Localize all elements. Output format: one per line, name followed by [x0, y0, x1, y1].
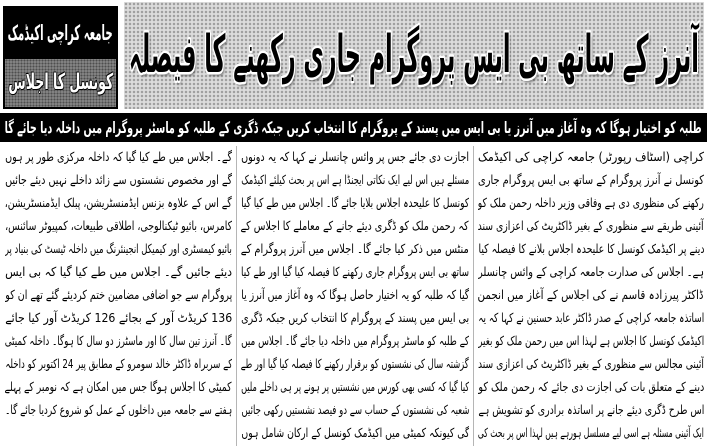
deck-text: طلبہ کو اختیار ہوگا کہ وہ آغاز میں آنرز یا بی ایس میں پسند کے پروگرام کا انتخاب کریں جبکہ ڈگری کے طلبہ کو ماسٹر پروگرام میں داخلہ دیا جائے گا [4, 117, 703, 137]
kicker-top-panel [5, 8, 116, 58]
article-column-3 [5, 145, 232, 448]
article-line: ڈاکٹر پیرزادہ قاسم نے کی اجلاس کے آغاز میں انجمن [478, 287, 704, 302]
kicker-bottom-label: کونسل کا اجلاس [8, 70, 114, 95]
deck-banner [0, 113, 707, 142]
article-line: کے طلبہ کو ماسٹر پروگرام میں داخلہ دیا جائے گا۔ اجلاس میں [241, 333, 469, 348]
headline-panel [124, 2, 704, 109]
article-column-2 [241, 145, 469, 448]
article-line: منٹس میں ذکر کیا جائے گا۔ اجلاس میں آنرز پروگرام کے [241, 241, 469, 256]
article-line: کونسل نے آنرز پروگرام کے ساتھ بی ایس پروگرام جاری [478, 172, 704, 187]
article-line: اکیڈمک کونسل کا اجلاس ہے لہذا اس میں رحمن ملک کو بغیر [478, 333, 704, 348]
article-line: ساتھ بی ایس پروگرام جاری رکھنے کا فیصلہ کیا گیا اور طے کیا [241, 264, 469, 279]
column-rule [236, 146, 237, 446]
article-line: گا۔ آنرز تین سال کا اور ماسٹرز دو سال کا ہوگا۔ داخلہ کمیٹی [5, 333, 232, 348]
article-line: اجازت دی جائے جس پر وائس چانسلر نے کہا کہ یہ دونوں [241, 149, 469, 164]
article-line: شعبہ کی نشستوں کے حساب سے دو فیصد نشستیں رکھی جائیں [241, 402, 469, 417]
article-line: پروگرام سے جو اضافی مضامین ختم کردیئے گئے تھے ان کو [5, 287, 232, 302]
article-line: دینے پر اکیڈمک کونسل کا علیحدہ اجلاس بلانے کا فیصلہ کیا [478, 241, 704, 256]
article-line: کونسل کا علیحدہ اجلاس بلایا جائے گا۔ اجلاس میں طے کیا گیا [241, 195, 469, 210]
article-column-1 [478, 145, 704, 448]
article-line: بائیو کیمسٹری اور کیمیکل انجینئرنگ میں داخلہ ٹیسٹ کی بنیاد پر [5, 241, 232, 256]
article-line: گزشتہ سال کی نشستوں کو برقرار رکھنے کا فیصلہ کیا گیا اور طے [241, 356, 469, 371]
article-line: کے سربراہ ڈاکٹر خالد سومرو کے مطابق پیر 24 اکتوبر کو داخلہ [5, 356, 232, 371]
article-line: گی کیونکہ کمیٹی میں اکیڈمک کونسل کے ارکان شامل ہوں [241, 425, 469, 440]
article-line: گیا کہ طلبہ کو یہ اختیار حاصل ہوگا کہ وہ آغاز میں آنرز یا [241, 287, 469, 302]
article-line: اساتذہ جامعہ کراچی کے صدر ڈاکٹر عابد حسنین نے کہا کہ یہ [478, 310, 704, 325]
article-line: کیا گیا کہ کسی بھی کورس میں نشستیں پر ہونے پر ہی داخلے ملیں [241, 379, 469, 394]
article-line: دینے کے متعلق بات کی اجازت دی جائے کہ رحمن ملک کو [478, 379, 704, 394]
article-line: مسئلے ہیں اس لیے ایک نکاتی ایجنڈا ہے اس پر بحث کیلئے اکیڈمک [241, 172, 469, 187]
article-line: کامرس، بائیو ٹیکنالوجی، اطلاقی طبیعات، کمپیوٹر سائنس، [5, 218, 232, 233]
kicker-bottom-panel [5, 59, 116, 107]
article-line: 136 کریڈٹ آور کے بجائے 126 کریڈٹ آور کیا جائے [5, 310, 232, 325]
article-line: رکھنے کی منظوری دی ہے وفاقی وزیر داخلہ رحمن ملک کو [478, 195, 704, 210]
article-line: گے۔ اجلاس میں طے کیا گیا کہ داخلہ مرکزی طور پر ہوں [5, 149, 232, 164]
article-line: آئینی مجالس سے منظوری کے بغیر ڈاکٹریٹ کی اعزازی سند [478, 356, 704, 371]
article-line: گے اس کے علاوہ بزنس ایڈمنسٹریشن، پبلک ایڈمنسٹریشن، [5, 195, 232, 210]
article-line: دیئے جائیں گے۔ اجلاس میں طے کیا گیا کہ بی ایس [5, 264, 232, 279]
column-rule [473, 146, 474, 446]
article-line: گے اور مخصوص نشستوں سے زائد داخلے نہیں دیئے جائیں [5, 172, 232, 187]
headline: آنرز کے ساتھ بی ایس پروگرام جاری رکھنے کا فیصلہ [128, 25, 700, 86]
article-line: ایک آئینی مسئلہ ہے اسی لیے مسلسل ہورہے ہیں لہذا اس پر بحث کی [478, 425, 704, 440]
article-line: آئینی طریقے سے منظوری کے بغیر ڈاکٹریٹ کی اعزازی سند [478, 218, 704, 233]
article-line: ہفتے سے جامعہ میں داخلوں کے عمل کو شروع کردیا جائے گا۔ [5, 402, 232, 417]
kicker-top-label: جامعہ کراچی اکیڈمک [8, 20, 113, 45]
article-line: کمیٹی کا اجلاس ہوگا جس میں امکان ہے کہ نومبر کے پہلے [5, 379, 232, 394]
article-line: کہ رحمن ملک کو ڈگری دیئے جانے کے معاملے کا اجلاس کے [241, 218, 469, 233]
article-line: کراچی (اسٹاف رپورٹر) جامعہ کراچی کی اکیڈمک [478, 149, 704, 164]
article-line: ہے۔ اجلاس کی صدارت جامعہ کراچی کے وائس چانسلر [478, 264, 704, 279]
kicker-box [3, 6, 118, 109]
article-line: بی ایس میں پسند کے پروگرام کا انتخاب کریں جبکہ ڈگری [241, 310, 469, 325]
article-line: اس طرح ڈگری دیئے جانے پر اساتذہ برادری کو تشویش ہے [478, 402, 704, 417]
